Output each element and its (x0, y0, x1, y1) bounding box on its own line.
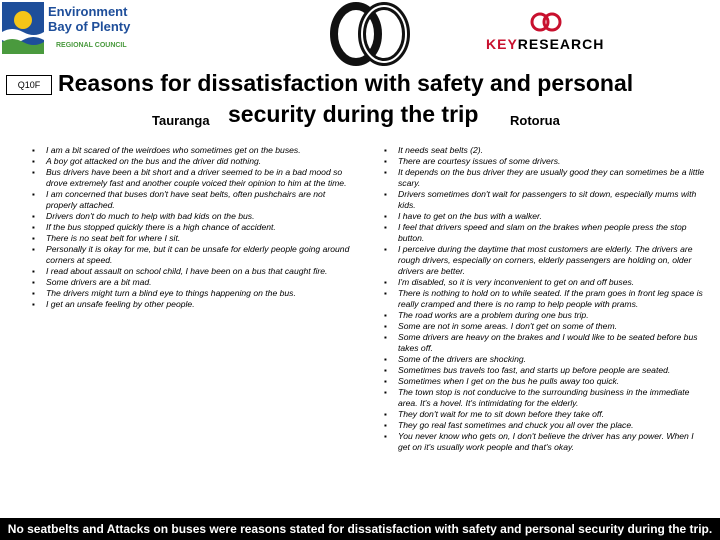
tauranga-comment: ▪ I am a bit scared of the weirdoes who sometimes get on the buses. (30, 145, 350, 156)
rotorua-comment: ▪ There is nothing to hold on to while seated. If the pram goes in front leg space is really cramped and there is no ramp to help people with prams. (382, 288, 706, 310)
keyresearch-wordmark (486, 36, 604, 52)
header (0, 0, 720, 62)
tauranga-comment: ▪ I get an unsafe feeling by other people. (30, 299, 350, 310)
rotorua-comment: ▪ I perceive during the daytime that most customers are elderly. The drivers are rough drivers, especially on corners, elderly passengers are holding on, older drivers are better. (382, 244, 706, 277)
region-label-rotorua: Rotorua (510, 113, 560, 128)
rotorua-comment: ▪ There are courtesy issues of some drivers. (382, 156, 706, 167)
org-logo-line-1: Environment (48, 4, 128, 19)
slide-title-line-1: Reasons for dissatisfaction with safety and personal (58, 70, 634, 96)
rotorua-comment: ▪ I feel that drivers speed and slam on the brakes when people press the stop button. (382, 222, 706, 244)
environment-bop-logo (2, 2, 144, 58)
tauranga-comment: ▪ Bus drivers have been a bit short and a driver seemed to be in a bad mood so drove extremely fast and another couple voiced their opinion to him at the time. (30, 167, 350, 189)
rotorua-comment: ▪ It needs seat belts (2). (382, 145, 706, 156)
rotorua-comment: ▪ You never know who gets on, I don't believe the driver has any power. When I get on it's usually work people and that's okay. (382, 431, 706, 453)
tauranga-comment: ▪ Some drivers are a bit mad. (30, 277, 350, 288)
region-label-tauranga: Tauranga (152, 113, 210, 128)
rotorua-comment: ▪ It depends on the bus driver they are usually good they can sometimes be a little scary. (382, 167, 706, 189)
tauranga-comment: ▪ There is no seat belt for where I sit. (30, 233, 350, 244)
tauranga-comments-list (30, 145, 350, 310)
question-code-badge: Q10F (6, 75, 52, 95)
rotorua-comment: ▪ The road works are a problem during one bus trip. (382, 310, 706, 321)
rotorua-comment: ▪ The town stop is not conducive to the surrounding business in the immediate area. It's a hovel. It's intimidating for the elderly. (382, 387, 706, 409)
rotorua-comment: ▪ Drivers sometimes don't wait for passengers to sit down, especially mums with kids. (382, 189, 706, 211)
rotorua-comment: ▪ Some drivers are heavy on the brakes and I would like to be seated before bus takes off. (382, 332, 706, 354)
keyresearch-prefix: KEY (486, 36, 518, 52)
tauranga-comment: ▪ If the bus stopped quickly there is a high chance of accident. (30, 222, 350, 233)
rotorua-comment: ▪ Sometimes bus travels too fast, and starts up before people are seated. (382, 365, 706, 376)
footer-summary: No seatbelts and Attacks on buses were reasons stated for dissatisfaction with safety and personal security during the trip. (0, 518, 720, 540)
tauranga-comment: ▪ I read about assault on school child, I have been on a bus that caught fire. (30, 266, 350, 277)
interlocking-rings-icon (330, 2, 410, 66)
keyresearch-logo-mark (478, 10, 638, 60)
rotorua-comment: ▪ I have to get on the bus with a walker. (382, 211, 706, 222)
rotorua-comment: ▪ They go real fast sometimes and chuck you all over the place. (382, 420, 706, 431)
rotorua-comment: ▪ I'm disabled, so it is very inconvenient to get on and off buses. (382, 277, 706, 288)
tauranga-comment: ▪ Drivers don't do much to help with bad kids on the bus. (30, 211, 350, 222)
tauranga-comment: ▪ A boy got attacked on the bus and the driver did nothing. (30, 156, 350, 167)
tauranga-comment: ▪ The drivers might turn a blind eye to things happening on the bus. (30, 288, 350, 299)
tauranga-comment: ▪ Personally it is okay for me, but it can be unsafe for elderly people going around corners at speed. (30, 244, 350, 266)
org-logo-line-3: REGIONAL COUNCIL (56, 42, 127, 49)
rotorua-comment: ▪ Some of the drivers are shocking. (382, 354, 706, 365)
rotorua-comment: ▪ Some are not in some areas. I don't get on some of them. (382, 321, 706, 332)
rotorua-comments-list (382, 145, 706, 453)
rotorua-comment: ▪ Sometimes when I get on the bus he pulls away too quick. (382, 376, 706, 387)
org-logo-line-2: Bay of Plenty (48, 19, 131, 34)
rotorua-comment: ▪ They don't wait for me to sit down before they take off. (382, 409, 706, 420)
slide-title-line-2: security during the trip (228, 101, 479, 127)
tauranga-comment: ▪ I am concerned that buses don't have seat belts, often pushchairs are not properly attached. (30, 189, 350, 211)
keyresearch-suffix: RESEARCH (517, 36, 605, 52)
